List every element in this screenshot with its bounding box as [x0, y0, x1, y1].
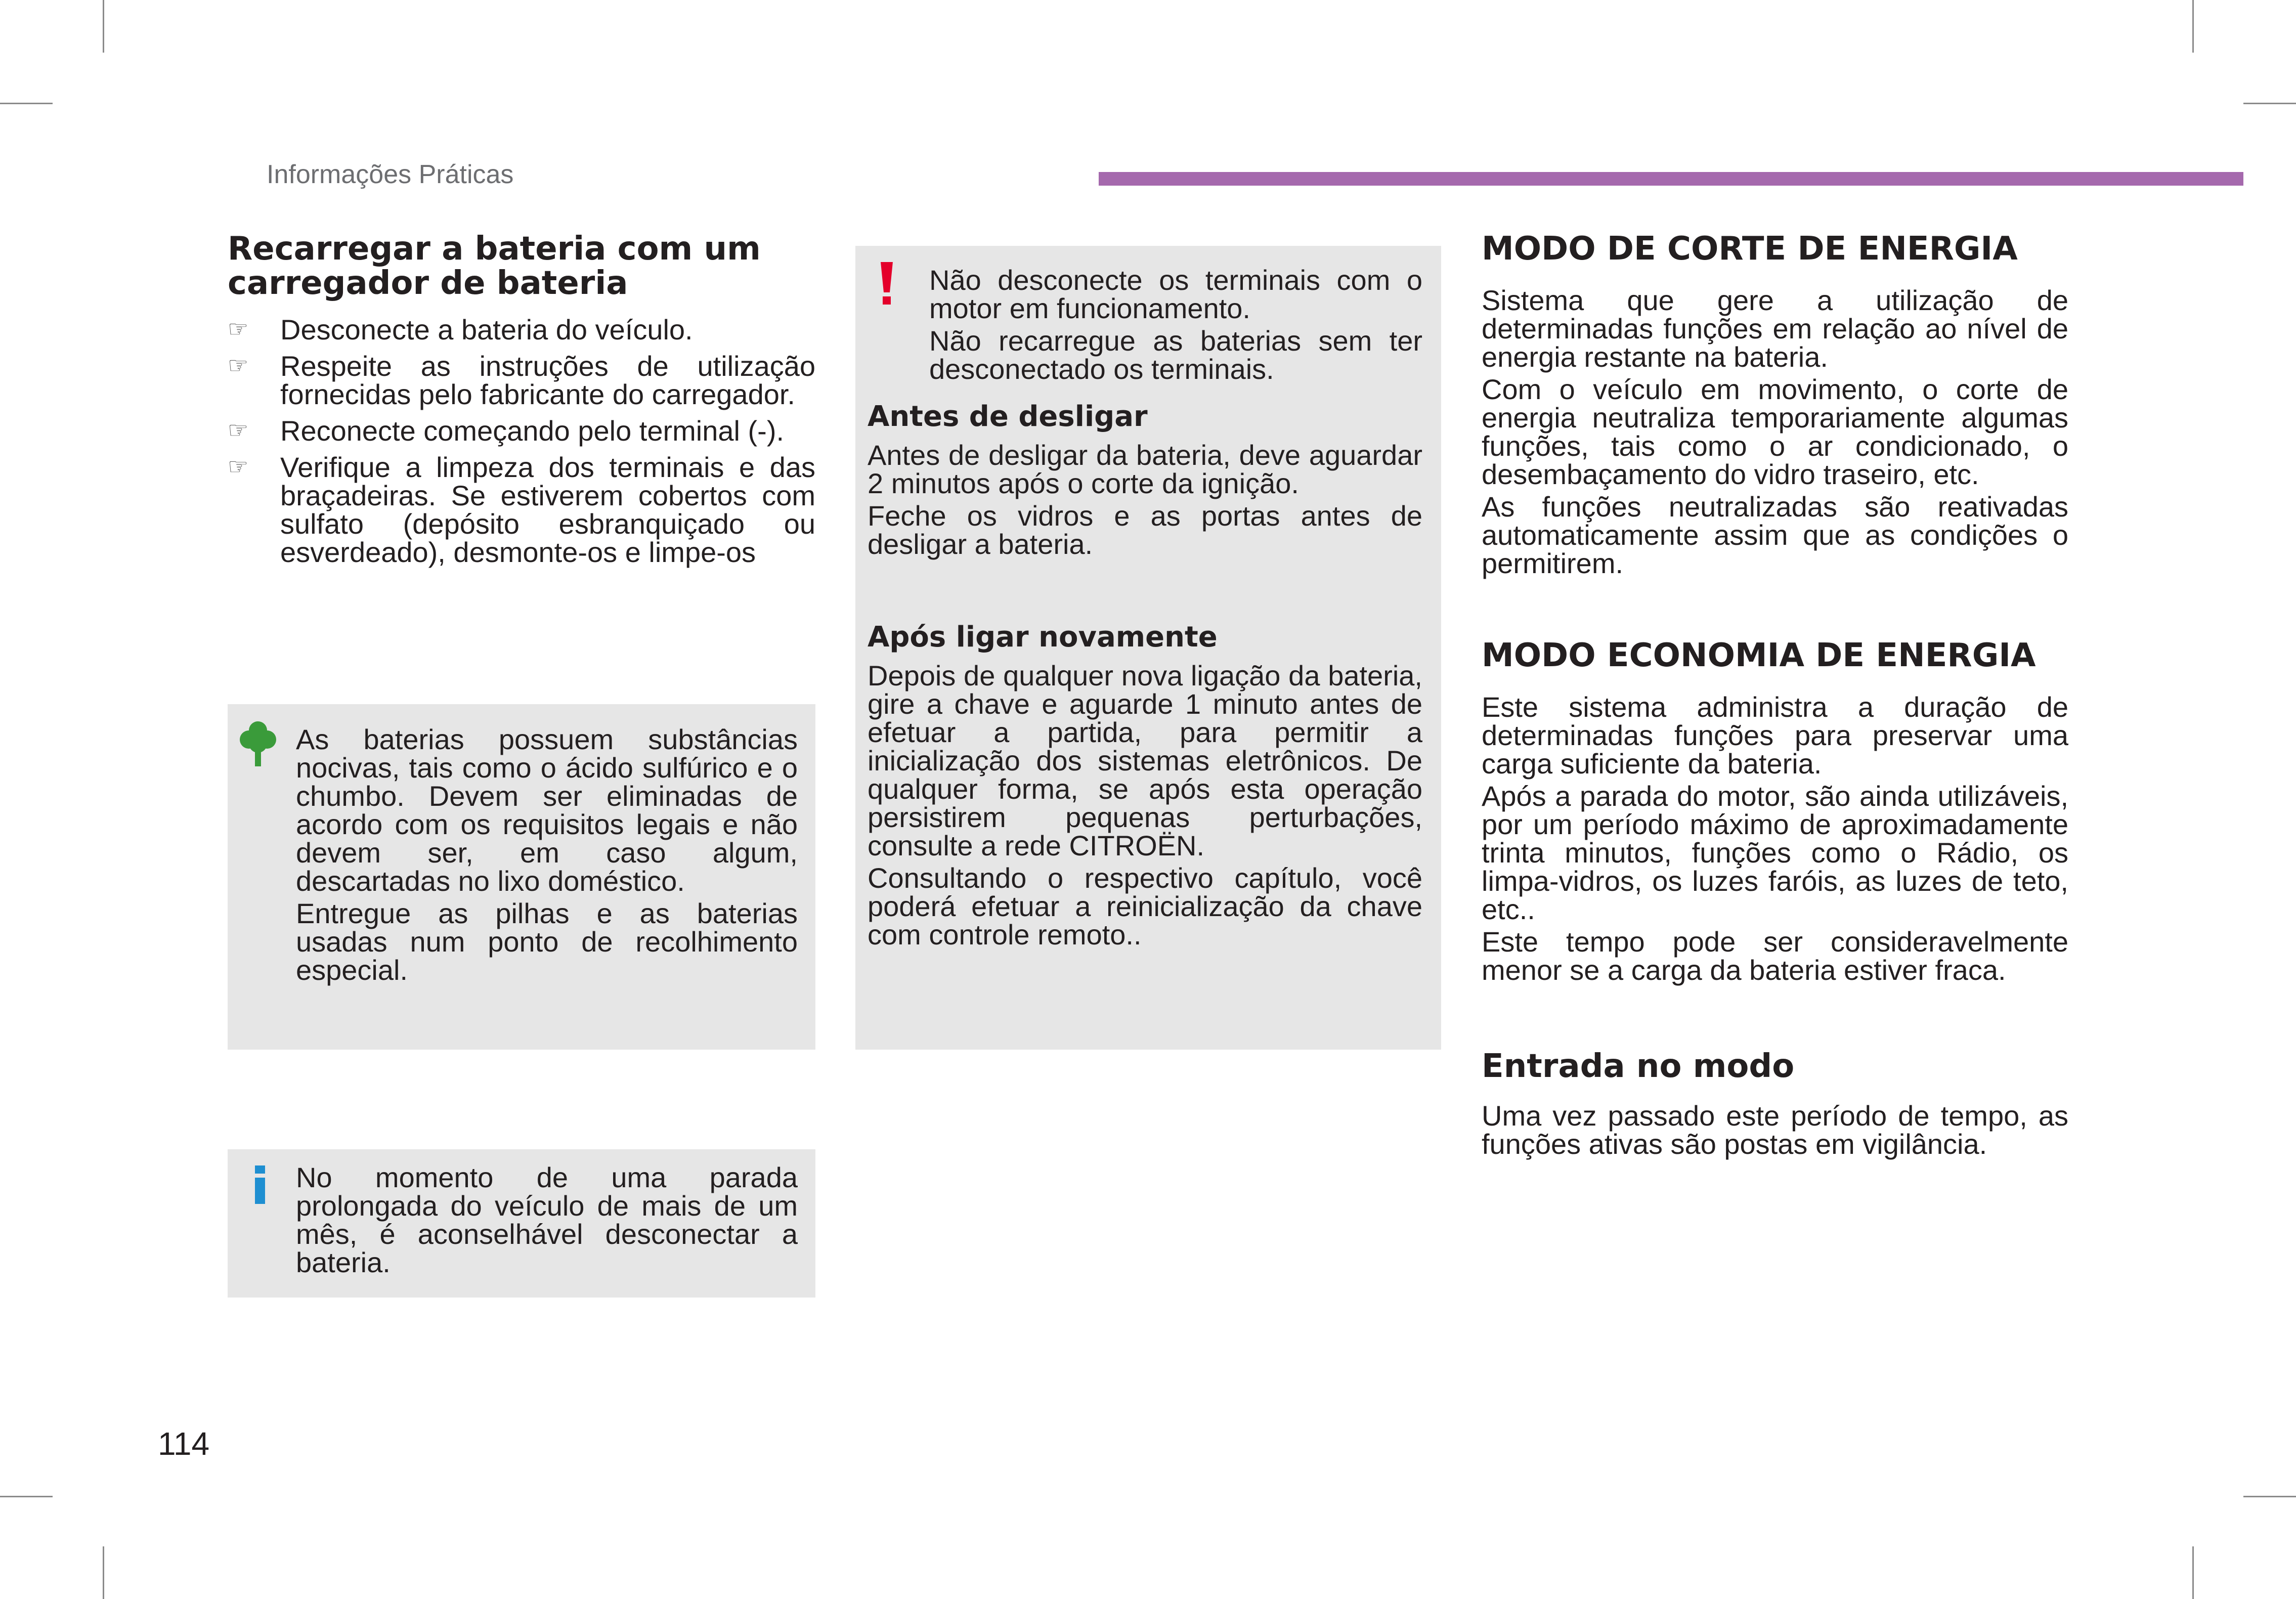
crop-mark — [103, 0, 104, 53]
energy-cut-paragraph: Sistema que gere a utilização de determinadas funções em relação ao nível de energia restante na bateria. — [1482, 284, 2068, 373]
pointing-hand-icon: ☞ — [228, 316, 249, 342]
crop-mark — [0, 1496, 53, 1497]
charging-title: Recarregar a bateria com um carregador de bateria — [228, 230, 761, 302]
info-text: No momento de uma parada prolongada do veículo de mais de um mês, é aconselhável desconectar a bateria. — [296, 1161, 798, 1278]
mode-entry-paragraph: Uma vez passado este período de tempo, as funções ativas são postas em vigilância. — [1482, 1100, 2068, 1160]
section-color-bar — [1099, 172, 2243, 186]
list-item: ☞ Desconecte a bateria do veículo. — [228, 314, 693, 345]
environment-note-box — [228, 704, 815, 1050]
crop-mark — [0, 103, 53, 104]
after-paragraph: Consultando o respectivo capítulo, você poderá efetuar a reinicialização da chave com controle remoto.. — [868, 862, 1422, 950]
environment-paragraph: As baterias possuem substâncias nocivas, tais como o ácido sulfúrico e o chumbo. Devem ser eliminadas de acordo com os requisitos legais e não devem ser, em caso algum, descartadas no lixo doméstico. — [296, 723, 798, 897]
list-item: ☞ Reconecte começando pelo terminal (-). — [228, 415, 785, 447]
mode-entry-title: Entrada no modo — [1482, 1048, 1795, 1085]
right-column — [1482, 232, 2068, 1162]
page-number: 114 — [158, 1425, 210, 1462]
energy-cut-paragraph: As funções neutralizadas são reativadas automaticamente assim que as condições o permitirem. — [1482, 491, 2068, 579]
info-icon — [251, 1164, 269, 1205]
pointing-hand-icon: ☞ — [228, 453, 249, 480]
energy-cut-title: MODO DE CORTE DE ENERGIA — [1482, 230, 2018, 268]
warning-paragraph: Não desconecte os terminais com o motor em funcionamento. — [929, 264, 1422, 324]
energy-economy-paragraph: Após a parada do motor, são ainda utilizáveis, por um período máximo de aproximadamente trinta minutos, funções como o Rádio, os limpa-vidros, os luzes faróis, as luzes de teto, etc.. — [1482, 780, 2068, 925]
after-paragraph: Depois de qualquer nova ligação da bateria, gire a chave e aguarde 1 minuto antes de efetuar a partida, para permitir a inicialização dos sistemas eletrônicos. De qualquer forma, se após esta operação persistirem pequenas perturbações, consulte a rede CITROËN. — [868, 660, 1422, 861]
crop-mark — [2243, 1496, 2296, 1497]
energy-economy-paragraph: Este tempo pode ser consideravelmente menor se a carga da bateria estiver fraca. — [1482, 926, 2068, 986]
energy-cut-paragraph: Com o veículo em movimento, o corte de energia neutraliza temporariamente algumas funções, tais como o ar condicionado, o desembaçamento do vidro traseiro, etc. — [1482, 373, 2068, 490]
energy-economy-paragraph: Este sistema administra a duração de determinadas funções para preservar uma carga suficiente da bateria. — [1482, 691, 2068, 780]
before-paragraph: Antes de desligar da bateria, deve aguardar 2 minutos após o corte da ignição. — [868, 439, 1422, 499]
before-paragraph: Feche os vidros e as portas antes de desligar a bateria. — [868, 500, 1422, 560]
list-item: ☞ Respeite as instruções de utilização fornecidas pelo fabricante do carregador. — [228, 350, 815, 410]
crop-mark — [2192, 0, 2194, 53]
before-disconnect-title: Antes de desligar — [868, 400, 1148, 433]
exclamation-icon — [878, 261, 896, 307]
section-label: Informações Práticas — [267, 160, 514, 189]
energy-economy-title: MODO ECONOMIA DE ENERGIA — [1482, 637, 2036, 674]
crop-mark — [2192, 1546, 2194, 1599]
info-note-box — [228, 1149, 815, 1298]
environment-paragraph: Entregue as pilhas e as baterias usadas num ponto de recolhimento especial. — [296, 897, 798, 986]
warning-box — [855, 246, 1441, 1050]
tree-icon — [238, 718, 278, 769]
pointing-hand-icon: ☞ — [228, 417, 249, 443]
left-column — [228, 232, 815, 575]
list-item: ☞ Verifique a limpeza dos terminais e das braçadeiras. Se estiverem cobertos com sulfato (depósito esbranquiçado ou esverdeado), desmonte-os e limpe-os — [228, 451, 815, 568]
crop-mark — [2243, 103, 2296, 104]
pointing-hand-icon: ☞ — [228, 352, 249, 378]
crop-mark — [103, 1546, 104, 1599]
warning-paragraph: Não recarregue as baterias sem ter desconectado os terminais. — [929, 325, 1422, 385]
after-reconnect-title: Após ligar novamente — [868, 621, 1218, 654]
charging-steps — [228, 316, 815, 567]
